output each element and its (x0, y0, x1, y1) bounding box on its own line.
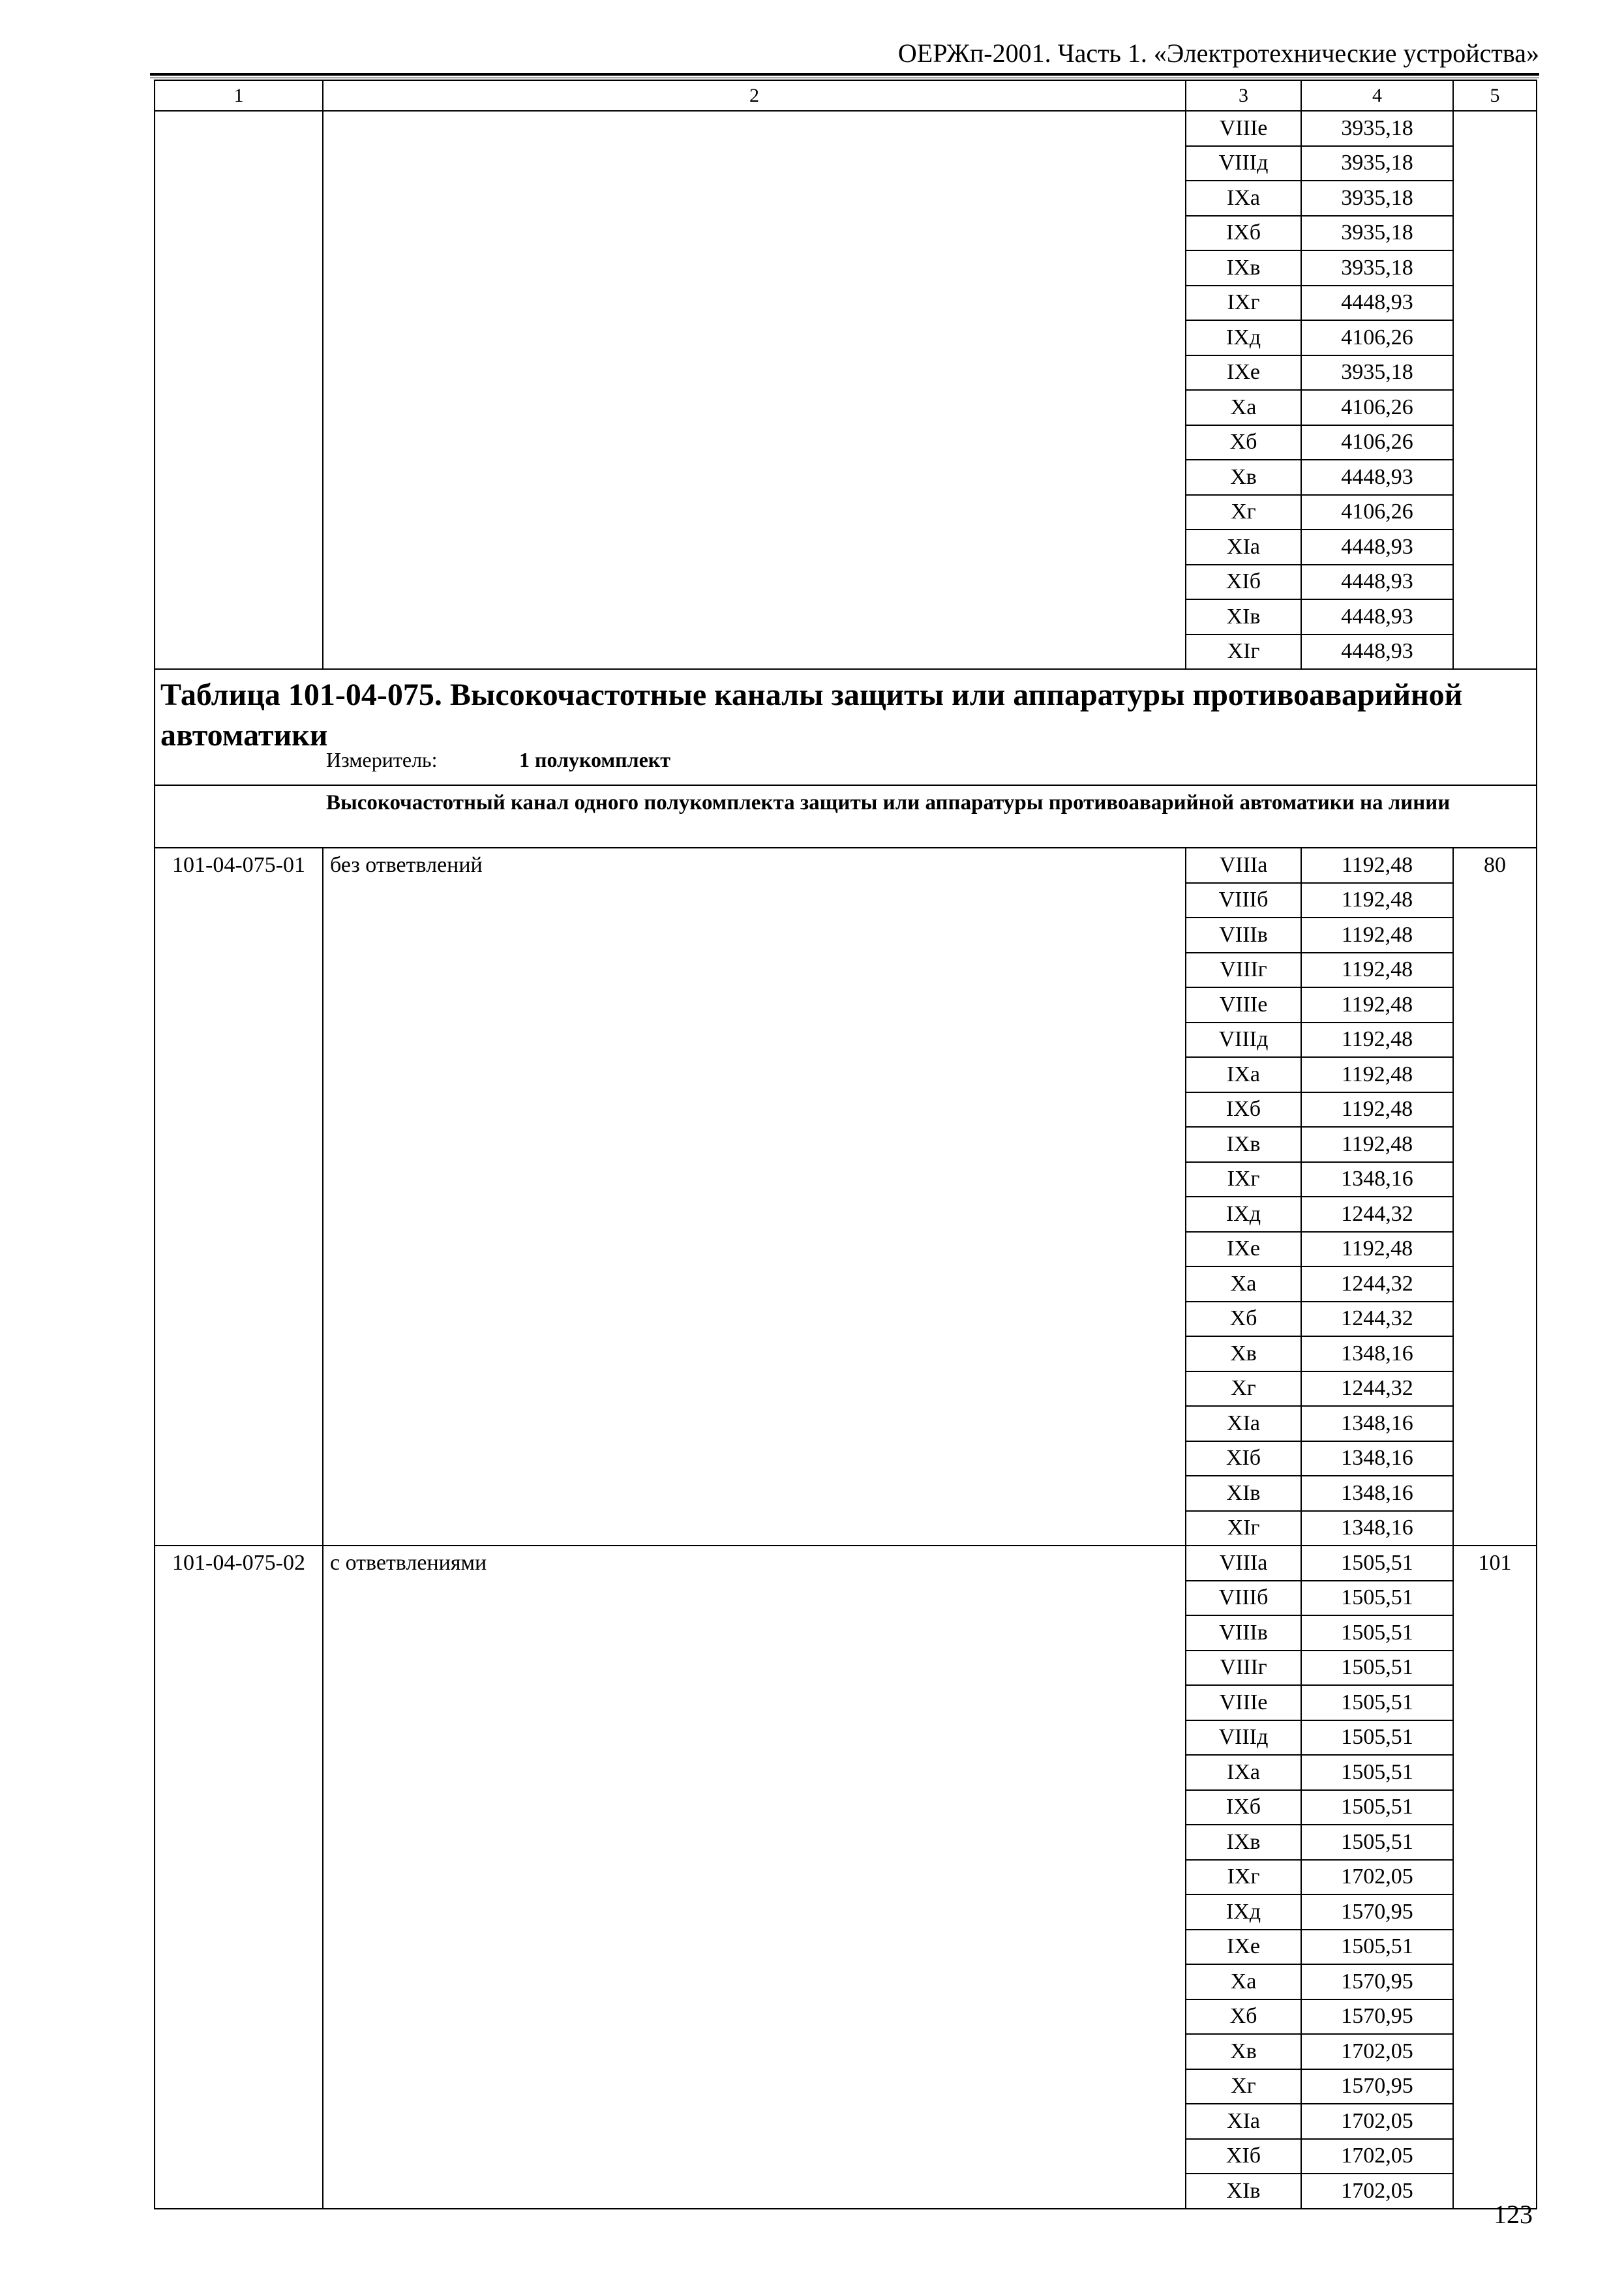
price-cell: 1244,32 (1301, 1266, 1453, 1302)
price-cell: 1505,51 (1301, 1651, 1453, 1686)
price-cell: 1505,51 (1301, 1720, 1453, 1756)
region-cell: XIв (1186, 1476, 1301, 1511)
region-cell: XIг (1186, 635, 1301, 670)
region-cell: Xв (1186, 2034, 1301, 2069)
region-cell: Xа (1186, 390, 1301, 425)
price-cell: 1702,05 (1301, 2104, 1453, 2139)
price-cell: 4448,93 (1301, 565, 1453, 600)
price-cell: 1192,48 (1301, 1092, 1453, 1128)
region-cell: XIа (1186, 2104, 1301, 2139)
region-cell: Xв (1186, 1336, 1301, 1371)
section-title: Высокочастотный канал одного полукомплекта защиты или аппаратуры противоаварийной автоматики на линии (326, 791, 1451, 815)
column-number: 4 (1301, 80, 1453, 111)
section-cell (155, 785, 1537, 848)
region-cell: XIг (1186, 1511, 1301, 1546)
price-cell: 1348,16 (1301, 1511, 1453, 1546)
price-cell: 1702,05 (1301, 1860, 1453, 1895)
header-rule (150, 73, 1539, 76)
price-cell: 4448,93 (1301, 286, 1453, 321)
price-cell: 1192,48 (1301, 1057, 1453, 1092)
name-cell: без ответвлений (323, 848, 1186, 1546)
region-cell: VIIIд (1186, 1023, 1301, 1058)
price-cell: 1505,51 (1301, 1825, 1453, 1860)
table-row (155, 1546, 1537, 1581)
region-cell: XIа (1186, 1406, 1301, 1441)
value-cell: 101 (1453, 1546, 1537, 2209)
price-cell: 1348,16 (1301, 1406, 1453, 1441)
running-header: ОЕРЖп-2001. Часть 1. «Электротехнические устройства» (897, 38, 1539, 68)
price-cell: 1244,32 (1301, 1371, 1453, 1407)
region-cell: XIв (1186, 599, 1301, 635)
price-cell: 1192,48 (1301, 918, 1453, 953)
region-cell: Xв (1186, 460, 1301, 495)
region-cell: Xб (1186, 425, 1301, 460)
region-cell: XIб (1186, 2139, 1301, 2174)
price-cell: 1570,95 (1301, 1964, 1453, 1999)
price-cell: 1192,48 (1301, 1232, 1453, 1267)
price-cell: 3935,18 (1301, 355, 1453, 391)
price-cell: 4106,26 (1301, 390, 1453, 425)
region-cell: Xа (1186, 1964, 1301, 1999)
price-cell: 1192,48 (1301, 1127, 1453, 1162)
price-cell: 1505,51 (1301, 1581, 1453, 1616)
region-cell: IXв (1186, 1825, 1301, 1860)
column-number: 1 (155, 80, 323, 111)
price-cell: 4448,93 (1301, 530, 1453, 565)
region-cell: IXд (1186, 1197, 1301, 1232)
price-cell: 1348,16 (1301, 1476, 1453, 1511)
region-cell: IXе (1186, 1232, 1301, 1267)
price-cell: 3935,18 (1301, 216, 1453, 251)
code-cell: 101-04-075-02 (155, 1546, 323, 2209)
region-cell: IXа (1186, 181, 1301, 216)
price-cell: 1570,95 (1301, 1894, 1453, 1930)
price-cell: 1192,48 (1301, 987, 1453, 1023)
price-cell: 1505,51 (1301, 1930, 1453, 1965)
region-cell: IXа (1186, 1057, 1301, 1092)
price-cell: 1348,16 (1301, 1441, 1453, 1476)
price-cell: 3935,18 (1301, 111, 1453, 146)
region-cell: IXб (1186, 1790, 1301, 1825)
region-cell: Xг (1186, 2069, 1301, 2104)
region-cell: VIIIг (1186, 1651, 1301, 1686)
region-cell: XIа (1186, 530, 1301, 565)
price-cell: 1192,48 (1301, 953, 1453, 988)
price-cell: 1702,05 (1301, 2034, 1453, 2069)
price-cell: 3935,18 (1301, 146, 1453, 181)
column-number: 3 (1186, 80, 1301, 111)
table-row (155, 111, 1537, 146)
region-cell: VIIIб (1186, 1581, 1301, 1616)
price-cell: 4448,93 (1301, 460, 1453, 495)
price-cell: 1505,51 (1301, 1755, 1453, 1790)
price-cell: 1505,51 (1301, 1685, 1453, 1720)
region-cell: Xб (1186, 1999, 1301, 2035)
value-cell (1453, 111, 1537, 669)
price-cell: 1192,48 (1301, 848, 1453, 883)
region-cell: VIIIв (1186, 1615, 1301, 1651)
region-cell: IXг (1186, 1860, 1301, 1895)
column-number-row (155, 80, 1537, 111)
table-title-row (155, 669, 1537, 785)
region-cell: Xг (1186, 495, 1301, 530)
price-cell: 4106,26 (1301, 320, 1453, 355)
region-cell: IXв (1186, 250, 1301, 286)
region-cell: VIIIе (1186, 987, 1301, 1023)
region-cell: IXд (1186, 320, 1301, 355)
price-cell: 3935,18 (1301, 181, 1453, 216)
code-cell: 101-04-075-01 (155, 848, 323, 1546)
price-cell: 4448,93 (1301, 635, 1453, 670)
price-cell: 3935,18 (1301, 250, 1453, 286)
table-row (155, 848, 1537, 883)
price-cell: 1570,95 (1301, 2069, 1453, 2104)
price-cell: 1505,51 (1301, 1546, 1453, 1581)
region-cell: IXг (1186, 286, 1301, 321)
name-cell (323, 111, 1186, 669)
region-cell: VIIIе (1186, 111, 1301, 146)
price-cell: 1570,95 (1301, 1999, 1453, 2035)
region-cell: VIIIа (1186, 848, 1301, 883)
region-cell: VIIIе (1186, 1685, 1301, 1720)
region-cell: XIб (1186, 565, 1301, 600)
price-cell: 1192,48 (1301, 883, 1453, 918)
region-cell: VIIIв (1186, 918, 1301, 953)
table-title: Таблица 101-04-075. Высокочастотные каналы защиты или аппаратуры противоаварийной автоматики (160, 678, 1463, 753)
table-title-cell (155, 669, 1537, 785)
price-cell: 1192,48 (1301, 1023, 1453, 1058)
region-cell: VIIIб (1186, 883, 1301, 918)
region-cell: VIIIг (1186, 953, 1301, 988)
measure-label: Измеритель: (326, 748, 438, 771)
region-cell: IXв (1186, 1127, 1301, 1162)
region-cell: IXб (1186, 1092, 1301, 1128)
price-cell: 1244,32 (1301, 1302, 1453, 1337)
price-cell: 1702,05 (1301, 2174, 1453, 2209)
region-cell: IXг (1186, 1162, 1301, 1197)
column-number: 5 (1453, 80, 1537, 111)
price-cell: 4448,93 (1301, 599, 1453, 635)
price-cell: 1505,51 (1301, 1615, 1453, 1651)
price-cell: 1348,16 (1301, 1336, 1453, 1371)
price-cell: 1505,51 (1301, 1790, 1453, 1825)
code-cell (155, 111, 323, 669)
region-cell: IXе (1186, 355, 1301, 391)
region-cell: IXа (1186, 1755, 1301, 1790)
page-number: 123 (1494, 2200, 1533, 2229)
region-cell: VIIIд (1186, 1720, 1301, 1756)
region-cell: VIIIа (1186, 1546, 1301, 1581)
price-cell: 4106,26 (1301, 425, 1453, 460)
region-cell: IXд (1186, 1894, 1301, 1930)
price-cell: 1244,32 (1301, 1197, 1453, 1232)
region-cell: Xб (1186, 1302, 1301, 1337)
price-table (154, 80, 1537, 2209)
measure-value: 1 полукомплект (519, 748, 670, 771)
price-cell: 4106,26 (1301, 495, 1453, 530)
region-cell: XIв (1186, 2174, 1301, 2209)
region-cell: IXе (1186, 1930, 1301, 1965)
section-row (155, 785, 1537, 848)
name-cell: с ответвлениями (323, 1546, 1186, 2209)
value-cell: 80 (1453, 848, 1537, 1546)
region-cell: IXб (1186, 216, 1301, 251)
region-cell: VIIIд (1186, 146, 1301, 181)
price-table-body (155, 80, 1537, 2209)
column-number: 2 (323, 80, 1186, 111)
price-cell: 1348,16 (1301, 1162, 1453, 1197)
region-cell: XIб (1186, 1441, 1301, 1476)
region-cell: Xа (1186, 1266, 1301, 1302)
price-cell: 1702,05 (1301, 2139, 1453, 2174)
region-cell: Xг (1186, 1371, 1301, 1407)
